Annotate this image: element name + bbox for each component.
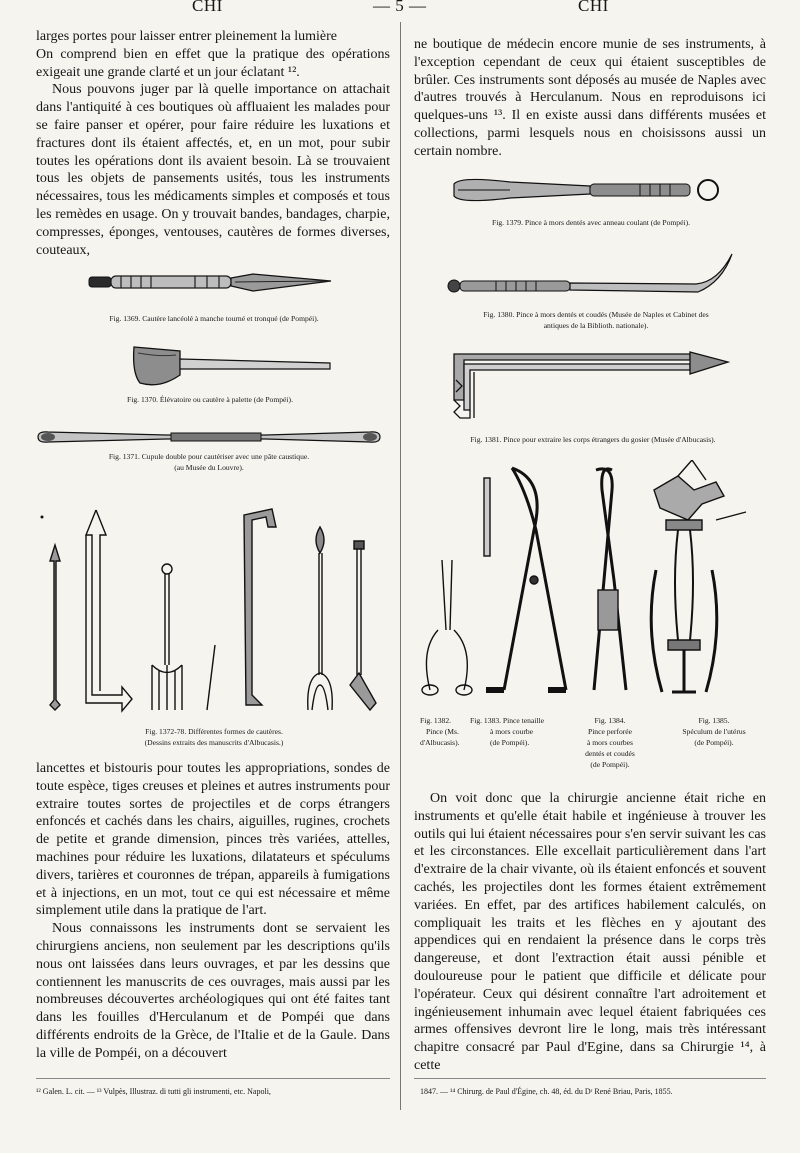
caption-fig-1383-line3: (de Pompéi). <box>490 738 530 747</box>
paragraph: ne boutique de médecin encore munie de ses instruments, à l'exception cependant de ceux qui étaient susceptibles de brûler. Ces instruments sont déposés au musée de Naples avec d'autres trouvés à Herculanum. Nous en reproduisons ici quelques-uns ¹³. Il en existe aussi dans différents musées et collections, parmi lesquels nous en choisissons aussi un certain nombre. <box>414 37 766 159</box>
paragraph: larges portes pour laisser entrer pleinement la lumière <box>36 29 338 44</box>
figure-1369-cautery-lanceolate <box>85 264 335 300</box>
caption-fig-1371-line2: (au Musée du Louvre). <box>174 463 244 472</box>
running-head-left: CHI <box>192 0 223 15</box>
caption-fig-1372-line2: (Dessins extraits des manuscrits d'Albucasis.) <box>144 738 284 747</box>
caption-fig-1383-line1: Fig. 1383. Pince tenaille <box>470 716 545 725</box>
right-column-bottom-text <box>414 790 766 1075</box>
caption-fig-1384-line4: dentés et coudés <box>585 749 635 758</box>
footnote-rule-right <box>414 1078 766 1079</box>
caption-fig-1379: Fig. 1379. Pince à mors dentés avec anneau coulant (de Pompéi). <box>491 218 691 227</box>
caption-fig-1382-line2: Pince (Ms. <box>426 727 459 736</box>
footnote-right: 1847. — ¹⁴ Chirurg. de Paul d'Égine, ch. 48, éd. du Dʳ René Briau, Paris, 1855. <box>420 1087 673 1096</box>
figure-1372-78-cauteries <box>40 505 385 715</box>
figure-1382-85-forceps-speculum <box>416 460 766 705</box>
caption-fig-1371-line1: Fig. 1371. Cupule double pour cautériser avec une pâte caustique. <box>108 452 310 461</box>
paragraph: Nous connaissons les instruments dont se servaient les chirurgiens anciens, non seulement par les descriptions qu'ils nous ont laissées dans leurs ouvrages, et par les dessins que contiennent les manuscrits de ces ouvrages, mais aussi par les nombreuses découvertes archéologiques qui ont été faites tant dans les fouilles d'Herculanum et de Pompéi que dans différents endroits de la Grèce, de l'Italie et de la Gaule. Dans la ville de Pompéi, on a découvert <box>36 921 390 1061</box>
caption-fig-1372-line1: Fig. 1372-78. Différentes formes de cautères. <box>145 727 283 736</box>
caption-fig-1382-line1: Fig. 1382. <box>420 716 452 725</box>
footnote-left: ¹² Galen. L. cit. — ¹³ Vulpès, Illustraz. di tutti gli instrumenti, etc. Napoli, <box>36 1087 271 1096</box>
column-divider <box>400 22 401 1110</box>
figure-1379-forceps-ring <box>450 174 730 206</box>
caption-fig-1370: Fig. 1370. Élévatoire ou cautère à palette (de Pompéi). <box>127 395 293 404</box>
figure-1381-throat-forceps <box>450 350 735 424</box>
figure-1370-elevator-palette <box>130 343 335 389</box>
caption-fig-1384-line5: (de Pompéi). <box>590 760 630 769</box>
caption-fig-1382-line3: d'Albucasis). <box>420 738 460 747</box>
left-column-bottom-text <box>36 760 390 1063</box>
caption-fig-1381: Fig. 1381. Pince pour extraire les corps étrangers du gosier (Musée d'Albucasis). <box>470 435 716 444</box>
caption-fig-1385-line2: Spéculum de l'utérus <box>682 727 746 736</box>
figure-1380-forceps-angled <box>446 252 736 300</box>
caption-fig-1369: Fig. 1369. Cautère lancéolé à manche tourné et tronqué (de Pompéi). <box>109 314 319 323</box>
caption-fig-1380-line2: antiques de la Biblioth. nationale). <box>543 321 649 330</box>
paragraph: On voit donc que la chirurgie ancienne était riche en instruments et qu'elle était habile et ingénieuse à trouver les outils qui lui étaient nécessaires pour s'en servir suivant les cas et les circonstances. Elle excellait particulièrement dans l'art d'extraire de la chair vivante, où ils étaient enfoncés et souvent cachés, les projectiles dont les formes étaient extrêmement variées. En effet, par des artifices habilement calculés, on compliquait les traits et les flèches en y ajoutant des appendices qui en rendaient la présence dans le corps très dangereuse, et dont l'extraction était aussi pénible et douloureuse pour le patient que difficile et délicate pour l'opérateur. Ceux qui désirent connaître l'art adroitement et ingénieusement inhumain avec lequel étaient fabriquées ces armes offensives devront lire le long, mais très intéressant chapitre consacré par Paul d'Egine, dans sa Chirurgie ¹⁴, à cette <box>414 791 766 1073</box>
figure-1371-double-cup <box>36 428 381 446</box>
paragraph: Nous pouvons juger par là quelle importance on attachait dans l'antiquité à ces boutiques où affluaient les malades pour se faire panser et opérer, pour faire réduire les luxations et fractures dont ils étaient affectés, et, en un mot, pour subir toutes les opérations dont ils avaient besoin. Là se trouvaient tous les objets de pansements usités, tous les instruments nécessaires, tous les médicaments simples et composés et tous les remèdes en usage. On y trouvait bandes, bandages, charpie, compresses, éponges, ventouses, cautères de formes diverses, couteaux, <box>36 82 390 258</box>
caption-fig-1385-line1: Fig. 1385. <box>698 716 730 725</box>
right-column-top-text <box>414 36 766 161</box>
caption-fig-1384-line2: Pince perforée <box>587 727 633 736</box>
caption-fig-1385-line3: (de Pompéi). <box>694 738 734 747</box>
caption-fig-1384-line1: Fig. 1384. <box>594 716 626 725</box>
paragraph: On comprend bien en effet que la pratique des opérations exigeait une grande clarté et un jour éclatant ¹². <box>36 46 390 80</box>
footnote-rule-left <box>36 1078 390 1079</box>
caption-fig-1383-line2: à mors courbe <box>490 727 534 736</box>
caption-fig-1380-line1: Fig. 1380. Pince à mors dentés et coudés (Musée de Naples et Cabinet des <box>483 310 709 319</box>
paragraph: lancettes et bistouris pour toutes les appropriations, sondes de toute espèce, tiges creuses et pleines et autres instruments pour extraire toutes sortes de projectiles et de corps étrangers enfoncés et cachés dans les chairs, aiguilles, rugines, crochets de petite et grande dimension, pinces très variées, attelles, machines pour réduire les luxations, dilatateurs et spéculums divers, tarières et couronnes de trépan, appareils à fumigations et à injections, en un mot, tout ce qui est nécessaire et même simplement utile dans la pratique de l'art. <box>36 761 390 919</box>
caption-fig-1384-line3: à mors courbes <box>587 738 633 747</box>
running-head-right: CHI <box>578 0 609 15</box>
page-number: — 5 — <box>373 0 427 15</box>
left-column-top-text <box>36 28 390 259</box>
